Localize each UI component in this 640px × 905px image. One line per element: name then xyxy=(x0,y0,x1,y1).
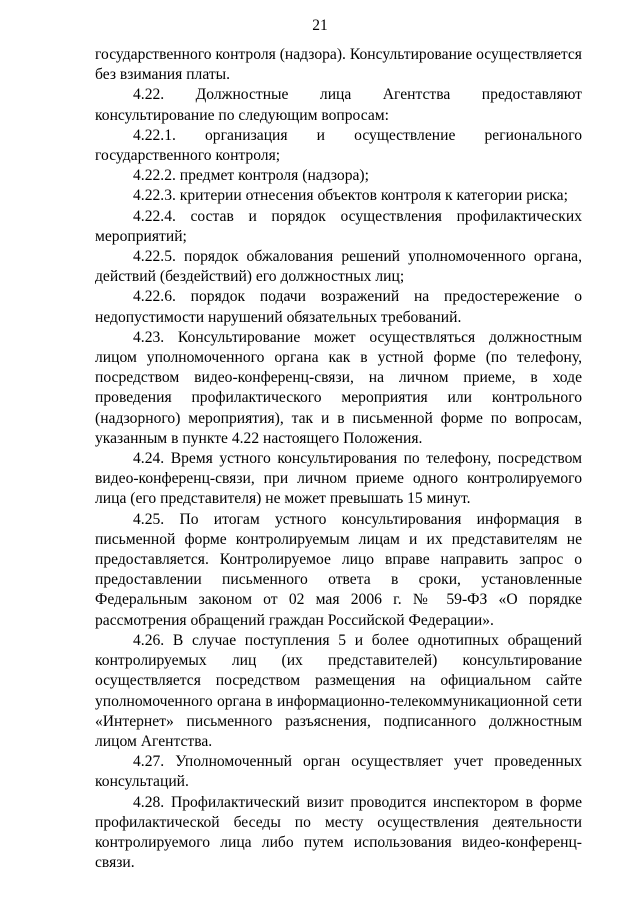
paragraph-4-22-3: 4.22.3. критерии отнесения объектов контроля к категории риска; xyxy=(133,187,568,205)
paragraph-4-25: 4.25. По итогам устного консультирования информация в письменной форме контролируемым лицам и их представителям не предоставляется. Контролируемое лицо вправе направить запрос о предоставлении письменного ответа в сроки, установленные Федеральным законом от 02 мая 2006 г. № 59-ФЗ «О порядке рассмотрения обращений граждан Российской Федерации». xyxy=(95,510,582,629)
paragraph-4-27: 4.27. Уполномоченный орган осуществляет учет проведенных консультаций. xyxy=(95,753,582,791)
paragraph-4-22-6: 4.22.6. порядок подачи возражений на предостережение о недопустимости нарушений обязательных требований. xyxy=(95,288,582,326)
paragraph-4-22-2: 4.22.2. предмет контроля (надзора); xyxy=(133,167,369,185)
paragraph-continuation: государственного контроля (надзора). Консультирование осуществляется без взимания платы. xyxy=(95,46,582,84)
paragraph-4-22: 4.22. Должностные лица Агентства предоставляют консультирование по следующим вопросам: xyxy=(95,86,582,124)
paragraph-4-22-1: 4.22.1. организация и осуществление регионального государственного контроля; xyxy=(95,126,582,165)
paragraph-4-24: 4.24. Время устного консультирования по телефону, посредством видео-конференц-связи, при личном приеме одного контролируемого лица (его представителя) не может превышать 15 минут. xyxy=(95,450,582,508)
paragraph-4-26: 4.26. В случае поступления 5 и более однотипных обращений контролируемых лиц (их представителей) консультирование осуществляется посредством размещения на официальном сайте уполномоченного органа в информационно-телекоммуникационной сети «Интернет» письменного разъяснения, подписанного должностным лицом Агентства. xyxy=(95,631,582,750)
paragraph-4-23: 4.23. Консультирование может осуществляться должностным лицом уполномоченного органа как в устной форме (по телефону, посредством видео-конференц-связи, на личном приеме, в ходе проведения профилактического мероприятия или контрольного (надзорного) мероприятия), так и в письменной форме по вопросам, указанным в пункте 4.22 настоящего Положения. xyxy=(95,328,582,447)
document-body xyxy=(95,45,582,873)
page-number: 21 xyxy=(312,17,328,34)
paragraph-4-28: 4.28. Профилактический визит проводится инспектором в форме профилактической беседы по месту осуществления деятельности контролируемого лица либо путем использования видео-конференц-связи. xyxy=(95,793,582,872)
paragraph-4-22-5: 4.22.5. порядок обжалования решений уполномоченного органа, действий (бездействий) его должностных лиц; xyxy=(95,248,582,286)
paragraph-4-22-4: 4.22.4. состав и порядок осуществления профилактических мероприятий; xyxy=(95,207,582,245)
